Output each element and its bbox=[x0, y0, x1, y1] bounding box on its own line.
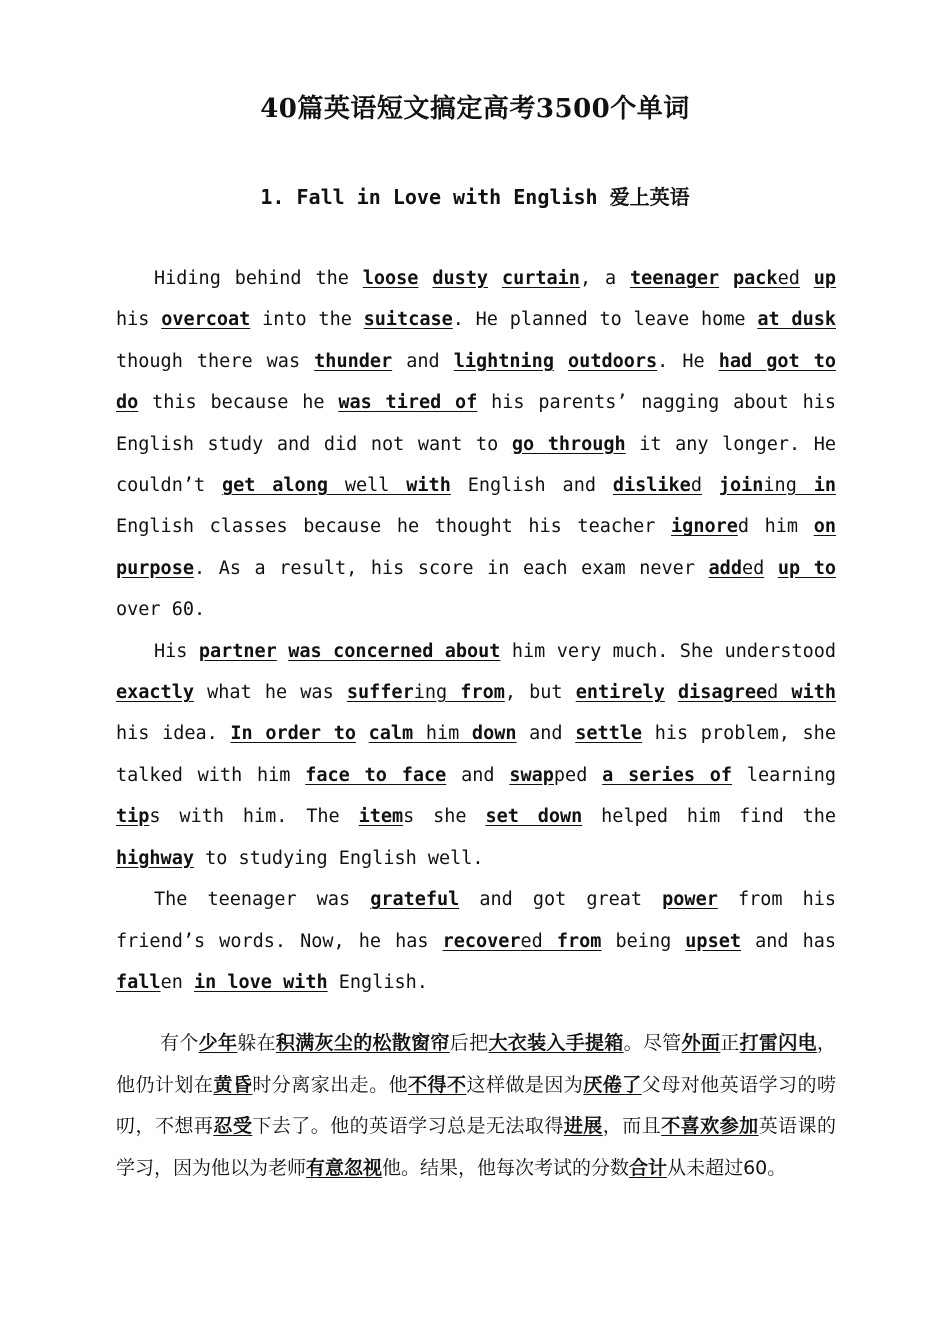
vocab-word: suffer bbox=[346, 682, 414, 704]
vocab-word: 不得不 bbox=[408, 1073, 467, 1096]
vocab-word: at dusk bbox=[757, 309, 836, 331]
vocab-word: set down bbox=[485, 806, 583, 828]
vocab-word: 不喜欢参加 bbox=[661, 1115, 759, 1137]
text-run: learning bbox=[732, 764, 836, 786]
vocab-word: ignore bbox=[671, 516, 738, 538]
vocab-word: In order to bbox=[230, 723, 356, 745]
word-suffix: ed bbox=[777, 268, 800, 289]
text-run: his problem, she talked with him bbox=[116, 723, 836, 786]
vocab-word: partner bbox=[198, 640, 277, 662]
vocab-word: calm bbox=[368, 723, 414, 745]
document-title: 40篇英语短文搞定高考3500个单词 bbox=[260, 94, 690, 124]
vocab-word: upset bbox=[685, 930, 741, 952]
text-run bbox=[702, 475, 719, 496]
text-run bbox=[665, 682, 678, 703]
vocab-word: fall bbox=[116, 971, 161, 993]
vocab-word: was concerned about bbox=[288, 640, 501, 662]
text-run: from his friend’s words. Now, he has bbox=[116, 889, 836, 952]
text-run: 下去了。他的英语学习总是无法取得 bbox=[252, 1115, 564, 1137]
text-run: and bbox=[392, 350, 454, 372]
text-run: his idea. bbox=[116, 723, 231, 745]
vocab-word: thunder bbox=[314, 350, 393, 372]
word-suffix: well bbox=[344, 475, 390, 497]
text-run: Hiding behind the bbox=[154, 268, 363, 289]
text-run: 正 bbox=[720, 1032, 740, 1054]
word-suffix: d bbox=[767, 682, 779, 704]
text-run: en bbox=[160, 971, 194, 993]
text-run: and bbox=[446, 764, 510, 786]
vocab-word: in bbox=[796, 475, 836, 497]
text-run: His bbox=[154, 640, 199, 662]
vocab-word: 大衣装入手提箱 bbox=[488, 1032, 624, 1054]
paragraph bbox=[116, 258, 836, 631]
vocab-word: pack bbox=[733, 268, 778, 289]
vocab-word: disagree bbox=[678, 682, 768, 704]
text-run: it any longer. He couldn’t bbox=[116, 433, 836, 497]
text-run: and bbox=[516, 723, 576, 745]
text-run: his bbox=[116, 309, 162, 331]
text-run: 躲在 bbox=[237, 1032, 276, 1054]
chinese-translation bbox=[116, 1023, 836, 1189]
vocab-word: in love with bbox=[193, 971, 328, 993]
text-run: and has bbox=[741, 930, 836, 952]
text-run: English and bbox=[450, 475, 613, 497]
vocab-word: with bbox=[778, 682, 836, 704]
text-run: though there was bbox=[116, 350, 315, 372]
vocab-word: 积满灰尘的松散窗帘 bbox=[275, 1032, 450, 1054]
vocab-word: entirely bbox=[575, 682, 665, 704]
text-run: and got great bbox=[459, 889, 663, 911]
text-run: 后把 bbox=[449, 1032, 489, 1054]
text-run: 这样做是因为 bbox=[466, 1073, 584, 1096]
vocab-word: 少年 bbox=[198, 1032, 238, 1054]
english-passage bbox=[116, 258, 836, 1003]
text-run: English. bbox=[327, 971, 428, 993]
text-run: what he was bbox=[193, 682, 347, 704]
vocab-word: swap bbox=[509, 764, 554, 786]
word-suffix: ed bbox=[741, 557, 765, 579]
vocab-word: up bbox=[813, 268, 837, 289]
vocab-word: with bbox=[389, 475, 451, 497]
vocab-word: recover bbox=[442, 930, 521, 952]
vocab-word: join bbox=[718, 475, 764, 497]
vocab-word: teenager bbox=[630, 268, 720, 289]
text-run: , but bbox=[504, 682, 576, 704]
vocab-word: suitcase bbox=[363, 309, 453, 331]
vocab-word: 打雷闪电 bbox=[739, 1032, 817, 1054]
text-run: his parents’ nagging about his English study and did not want to bbox=[116, 392, 836, 455]
vocab-word: was tired of bbox=[338, 392, 478, 414]
vocab-word: highway bbox=[116, 847, 194, 869]
text-run: this because he bbox=[138, 392, 339, 414]
text-run: English classes because he thought his teacher bbox=[116, 516, 672, 538]
text-run: ped bbox=[553, 764, 603, 786]
paragraph bbox=[116, 879, 836, 1003]
vocab-word: 黄昏 bbox=[213, 1073, 253, 1096]
text-run: , a bbox=[579, 268, 630, 289]
vocab-word: tip bbox=[116, 806, 150, 828]
text-run: 从未超过60。 bbox=[667, 1156, 787, 1179]
text-run: The teenager was bbox=[154, 889, 371, 911]
vocab-word: outdoors bbox=[568, 350, 658, 372]
text-run bbox=[277, 641, 288, 662]
vocab-word: 进展 bbox=[563, 1115, 603, 1137]
text-run: him very much. She understood bbox=[500, 640, 837, 662]
vocab-word: from bbox=[542, 930, 602, 952]
text-run: s she bbox=[403, 806, 486, 828]
text-run: s with him. The bbox=[149, 806, 359, 828]
text-run: into the bbox=[250, 309, 364, 331]
vocab-word: exactly bbox=[116, 682, 194, 704]
vocab-word: curtain bbox=[501, 268, 580, 289]
vocab-word: 合计 bbox=[629, 1156, 668, 1179]
text-run bbox=[800, 268, 814, 289]
word-suffix: ing bbox=[413, 682, 448, 704]
text-run bbox=[719, 268, 733, 289]
text-run bbox=[418, 268, 432, 289]
text-run: . He planned to leave home bbox=[452, 309, 758, 331]
vocab-word: get along bbox=[221, 475, 345, 497]
text-run: to studying English well. bbox=[193, 847, 484, 869]
word-suffix: d bbox=[690, 475, 702, 497]
text-run bbox=[764, 558, 778, 579]
text-run: 英语课的学习，因为他以为老师 bbox=[116, 1115, 836, 1179]
vocab-word: go through bbox=[511, 433, 626, 455]
vocab-word: settle bbox=[575, 723, 643, 745]
vocab-word: loose bbox=[362, 268, 419, 289]
vocab-word: dislike bbox=[612, 475, 691, 497]
vocab-word: on purpose bbox=[116, 516, 837, 579]
text-run: being bbox=[601, 930, 686, 952]
vocab-word: face to face bbox=[305, 764, 447, 786]
lesson-title: 1. Fall in Love with English 爱上英语 bbox=[260, 185, 690, 209]
vocab-word: down bbox=[459, 723, 517, 745]
vocab-word: dusty bbox=[432, 268, 489, 289]
text-run: 他。结果，他每次考试的分数 bbox=[382, 1156, 630, 1179]
vocab-word: 忍受 bbox=[213, 1115, 253, 1137]
text-run bbox=[356, 723, 369, 744]
vocab-word: item bbox=[358, 806, 404, 828]
text-run: ， 他仍计划在 bbox=[116, 1032, 836, 1096]
text-run: 父母对他英语学习的唠叨，不想再 bbox=[116, 1073, 836, 1137]
vocab-word: lightning bbox=[453, 350, 554, 372]
text-run: 。尽管 bbox=[623, 1032, 682, 1054]
text-run: d him bbox=[737, 516, 814, 538]
vocab-word: a series of bbox=[602, 764, 733, 786]
text-run: ，而且 bbox=[602, 1115, 662, 1137]
text-run: . As a result, his score in each exam never bbox=[193, 557, 709, 579]
text-run: 有个 bbox=[160, 1032, 199, 1054]
vocab-word: 有意忽视 bbox=[306, 1156, 383, 1179]
vocab-word: 外面 bbox=[681, 1032, 721, 1054]
vocab-word: from bbox=[447, 682, 505, 704]
vocab-word: add bbox=[708, 557, 742, 579]
vocab-word: 厌倦了 bbox=[583, 1073, 642, 1096]
word-suffix: him bbox=[413, 723, 460, 745]
text-run: over 60. bbox=[116, 599, 206, 621]
text-run bbox=[554, 351, 568, 372]
text-run: 时分离家出走。他 bbox=[252, 1073, 409, 1096]
text-run bbox=[488, 268, 502, 289]
word-suffix: ed bbox=[520, 930, 543, 952]
text-run: helped him find the bbox=[582, 806, 836, 828]
vocab-word: grateful bbox=[370, 889, 460, 911]
word-suffix: ing bbox=[763, 475, 797, 497]
vocab-word: up to bbox=[777, 557, 836, 579]
vocab-word: overcoat bbox=[161, 309, 251, 331]
paragraph bbox=[116, 631, 836, 879]
vocab-word: had got to do bbox=[116, 350, 836, 414]
text-run: . He bbox=[657, 350, 719, 372]
vocab-word: power bbox=[662, 889, 718, 911]
